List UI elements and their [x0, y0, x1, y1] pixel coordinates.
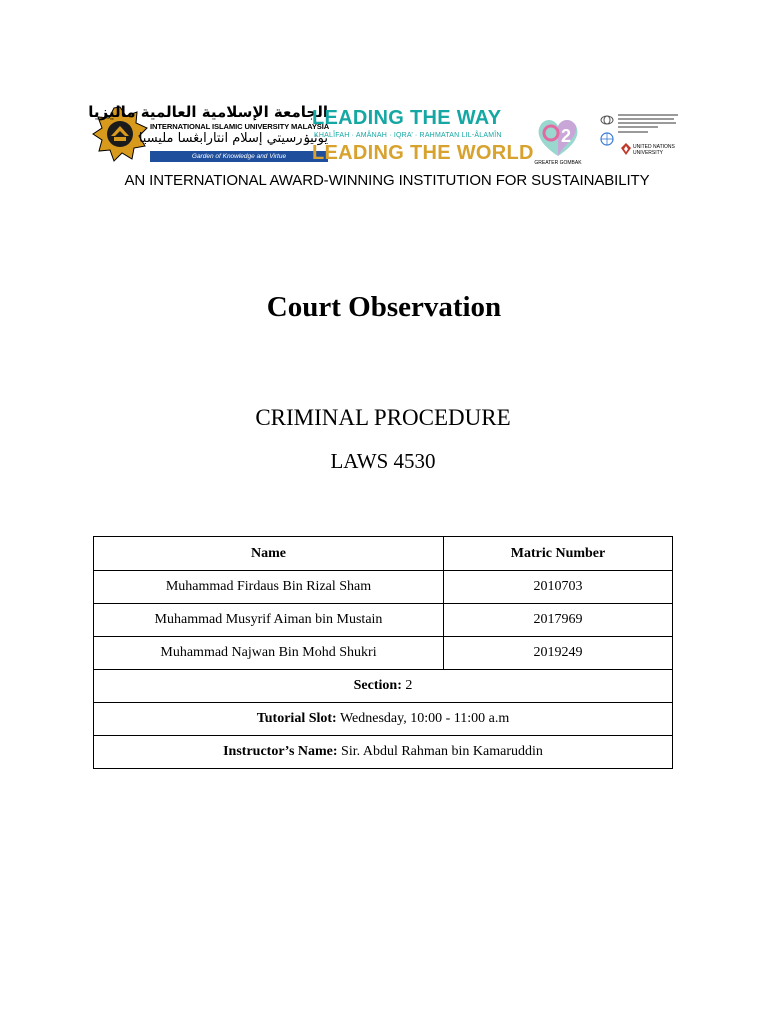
un-emblem-icon: [600, 132, 614, 146]
university-name-jawi: يونيۏرسيتي إسلام انتارابڠسا مليسيا: [138, 131, 328, 146]
course-code: LAWS 4530: [330, 449, 436, 473]
course-name: CRIMINAL PROCEDURE: [255, 405, 511, 430]
university-name-english: INTERNATIONAL ISLAMIC UNIVERSITY MALAYSIA: [150, 122, 330, 131]
greater-gombak-label: GREATER GOMBAK: [534, 160, 582, 166]
group-info-table: [93, 536, 673, 769]
table-row: [94, 604, 673, 637]
slogan-leading-the-world: LEADING THE WORLD: [312, 142, 534, 164]
student-name: Muhammad Firdaus Bin Rizal Sham: [94, 571, 444, 604]
tutorial-slot-label: Tutorial Slot:: [256, 711, 337, 726]
matric-number: 2010703: [444, 571, 673, 604]
table-row: [94, 571, 673, 604]
name-column-header: Name: [94, 537, 444, 571]
unu-logo-icon: [620, 142, 632, 156]
institution-banner: [88, 103, 682, 196]
matric-number: 2017969: [444, 604, 673, 637]
table-row: [94, 637, 673, 670]
section-label: Section:: [353, 678, 402, 693]
matric-column-header: Matric Number: [444, 537, 673, 571]
matric-number: 2019249: [444, 637, 673, 670]
document-title: Court Observation: [266, 291, 502, 323]
core-values: KHALÎFAH · AMÂNAH · IQRA’ · RAHMATAN LIL-ÂLAMÎN: [314, 132, 502, 139]
tutorial-slot-row: [94, 703, 673, 736]
university-motto: Garden of Knowledge and Virtue: [150, 151, 328, 162]
instructor-value: Sir. Abdul Rahman bin Kamaruddin: [337, 744, 543, 759]
instructor-label: Instructor’s Name:: [223, 744, 338, 759]
section-value: 2: [401, 678, 413, 693]
svg-text:2: 2: [561, 126, 572, 146]
greater-gombak-heart-icon: [534, 114, 582, 160]
rce-accreditation-text: [618, 114, 682, 135]
student-name: Muhammad Musyrif Aiman bin Mustain: [94, 604, 444, 637]
slogan-leading-the-way: LEADING THE WAY: [312, 107, 502, 129]
instructor-row: [94, 736, 673, 769]
table-header-row: [94, 537, 673, 571]
tutorial-slot-value: Wednesday, 10:00 - 11:00 a.m: [336, 711, 510, 726]
section-row: [94, 670, 673, 703]
unu-label: UNITED NATIONS UNIVERSITY: [633, 144, 675, 156]
rce-emblem-icon: [600, 114, 614, 126]
institution-tagline: AN INTERNATIONAL AWARD-WINNING INSTITUTION FOR SUSTAINABILITY: [124, 172, 650, 189]
university-name-arabic: الجامعة الإسلامية العالمية ماليزيا: [88, 103, 328, 121]
student-name: Muhammad Najwan Bin Mohd Shukri: [94, 637, 444, 670]
